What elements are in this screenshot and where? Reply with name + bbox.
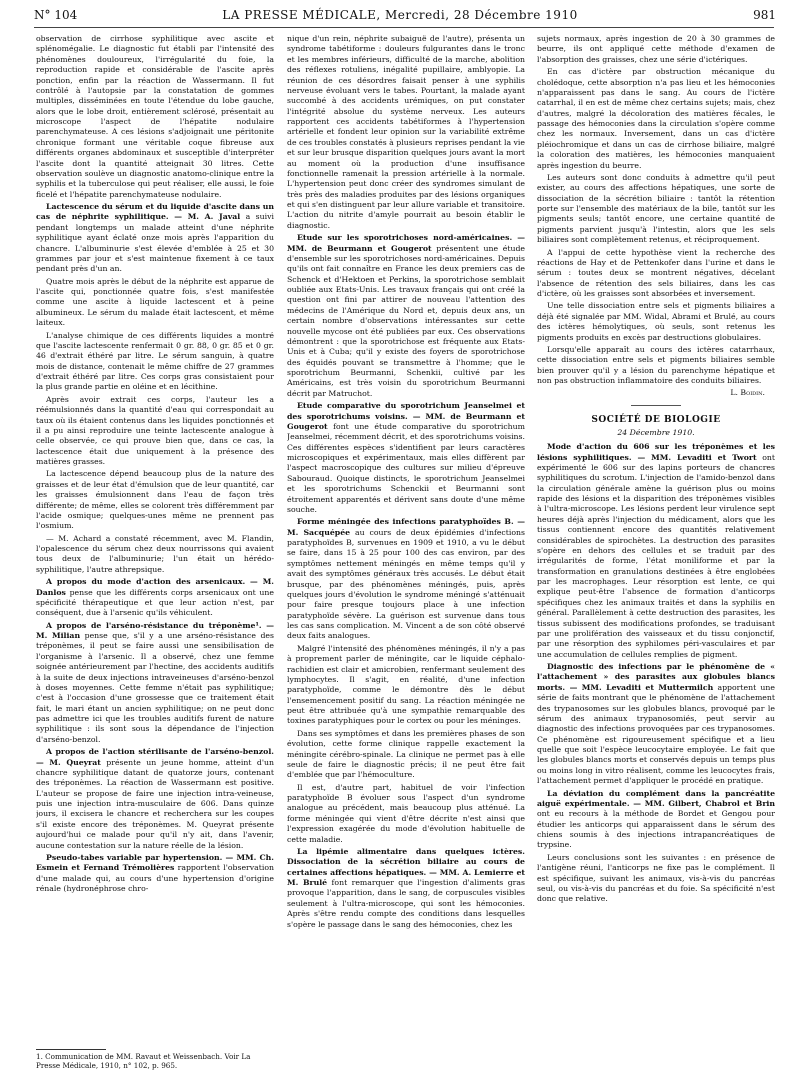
- paragraph-text: A l'appui de cette hypothèse vient la recherche des réactions de Hay et de Pettenkofer dans l'urine et dans le sérum : toutes deux se montrent négatives, décelant l'absence de rétention des sels biliaires, dans les cas d'ictère, où les graisses sont absorbées et inversement.: [537, 247, 775, 298]
- paragraph: [537, 345, 775, 387]
- paragraph: [287, 233, 525, 399]
- paragraph: [36, 534, 274, 576]
- column-3-part-b: [537, 442, 775, 905]
- paragraph-heading: Etude comparative du sporotrichum Jeanselmei et des sporotrichums voisins. — MM. de Beurmann et Gougerot: [287, 401, 525, 431]
- paragraph-text: a suivi pendant longtemps un malade atteint d'une néphrite syphilitique ayant éclaté onze mois après l'apparition du chancre. L'albuminurie s'est élevée d'emblée à 25 et 30 grammes par jour et s'est maintenue fixement à ce taux pendant près d'un an.: [36, 212, 274, 274]
- paragraph-heading: Forme méningée des infections paratyphoïdes B. — M. Sacquépée: [287, 517, 525, 537]
- column-3: [537, 34, 775, 1079]
- paragraph-text: La lactescence dépend beaucoup plus de la nature des graisses et de leur état d'émulsion que de leur quantité, car les graisses émulsionnent dans l'eau de façon très différente; de même, elles se colorent très différemment par l'acide osmique; quelques-unes même ne prennent pas l'osmium.: [36, 469, 274, 531]
- page-number-left: N° 104: [34, 8, 78, 22]
- paragraph-text: pense que, s'il y a une arséno-résistance des tréponèmes, il peut se faire aussi une sensibilisation de l'organisme à l'arsenic. Il a observé, chez une femme soignée antérieurement par l'hectine, des accidents auditifs à la suite de deux injections intraveineuses d'arséno-benzol à doses moyennes. Cette femme n'était pas syphilitique; c'est à l'occasion d'une grossesse que ce traitement était fait, le mari étant un ancien syphilitique; on ne peut donc pas admettre ici que les troubles auditifs furent de nature syphilitique : ils sont sous la dépendance de l'injection d'arséno-benzol.: [36, 631, 274, 744]
- paragraph-text: sujets normaux, après ingestion de 20 à 30 grammes de beurre, ils ont appliqué cette méthode d'examen de l'absorption des graisses, chez une série d'ictériques.: [537, 34, 775, 64]
- paragraph: [537, 442, 775, 660]
- paragraph-heading: Pseudo-tabes variable par hypertension. — MM. Ch. Esmein et Fernand Trémolières: [36, 852, 274, 873]
- page-header: [0, 4, 800, 26]
- column-3-part-a: [537, 34, 775, 386]
- signature: L. Boidin.: [730, 388, 765, 398]
- paragraph: [537, 662, 775, 787]
- paragraph-text: présente un jeune homme, atteint d'un chancre syphilitique datant de quatorze jours, contenant des tréponèmes. La réaction de Wassermann est positive. L'auteur se propose de faire une injection intra-veineuse, puis une injection intra-musculaire de 606. Dans quinze jours, il excisera le chancre et recherchera sur les coupes s'il existe encore des tréponèmes. M. Queyrat présente aujourd'hui ce malade pour qu'il n'y ait, dans l'avenir, aucune contestation sur la nature réelle de la lésion.: [36, 757, 274, 850]
- paragraph: [537, 67, 775, 171]
- paragraph: [537, 789, 775, 851]
- paragraph: [36, 747, 274, 851]
- header-rule: [34, 27, 774, 28]
- paragraph: [537, 248, 775, 300]
- paragraph-heading: Mode d'action du 606 sur les tréponèmes et les lésions syphilitiques. — MM. Levaditi et Twort: [537, 442, 775, 462]
- paragraph: [36, 331, 274, 393]
- paragraph-text: observation de cirrhose syphilitique avec ascite et splénomégalie. Le diagnostic fut établi par l'intensité des phénomènes douloureux, l'irrégularité du foie, la reproduction rapide et considérable de l'ascite après ponction, enfin par la réaction de Wassermann. Il fut contrôlé à l'autopsie par la constatation de gommes multiples, disséminées en toute l'étendue du lobe gauche, alors que le lobe droit, entièrement sclérosé, présentait au microscope l'aspect de l'hépatite nodulaire parenchymateuse. A ces lésions s'adjoignait une péritonite chronique formant une véritable coque fibreuse aux différents organes abdominaux et susceptible d'interpréter l'ascite dont la quantité atteignait 30 litres. Cette observation soulève un diagnostic anatomo-clinique entre la syphilis et la tuberculose qui peut réaliser, elle aussi, le foie ficelé et l'hépatite parenchymateuse nodulaire.: [36, 34, 274, 199]
- paragraph: [287, 517, 525, 642]
- paragraph: [537, 301, 775, 343]
- paragraph: [36, 395, 274, 468]
- paragraph: [287, 729, 525, 781]
- column-2: [287, 34, 525, 1079]
- paragraph-text: Une telle dissociation entre sels et pigments biliaires a déjà été signalée par MM. Widal, Abrami et Brulé, au cours des ictères hémolytiques, où seuls, sont retenus les pigments produits en excès par destructions globulaires.: [537, 301, 775, 342]
- paragraph-text: font une étude comparative du sporotrichum Jeanselmei, récemment décrit, et des sporotrichums voisins. Ces différentes espèces s'identifient par leurs caractères microscopiques et expérimentaux, mais elles diffèrent par l'aspect macroscopique des cultures sur milieu d'épreuve Sabouraud. Quoique distincts, le sporotrichum Jeanselmei et les sporotrichums Schenckii et Beurmanni sont étroitement apparentés et dérivent sans doute d'une même souche.: [287, 421, 525, 514]
- paragraph: [287, 783, 525, 845]
- paragraph-heading: La déviation du complément dans la pancréatite aiguë expérimentale. — MM. Gilbert, Chabrol et Brin: [537, 788, 775, 808]
- paragraph: [36, 34, 274, 200]
- paragraph-text: Lorsqu'elle apparaît au cours des ictères catarrhaux, cette dissociation entre sels et pigments biliaires semble bien prouver qu'il y a lésion du parenchyme hépatique et non pas obstruction inflammatoire des conduits biliaires.: [537, 344, 775, 385]
- paragraph-text: Quatre mois après le début de la néphrite est apparue de l'ascite qui, ponctionnée quatre fois, s'est manifestée comme une ascite à liquide lactescent et à peine albumineux. Le sérum du malade était lactescent, et même laiteux.: [36, 276, 274, 328]
- paragraph: [36, 469, 274, 531]
- paragraph-text: Leurs conclusions sont les suivantes : en présence de l'antigène réuni, l'anticorps ne fixe pas le complément. Il est spécifique, suivant les animaux, vis-à-vis du pancréas seul, ou vis-à-vis du pancréas et du foie. Sa spécificité n'est donc que relative.: [537, 852, 775, 904]
- paragraph-heading: A propos de l'arséno-résistance du tréponème¹. — M. Milian: [36, 620, 274, 640]
- paragraph-text: Il est, d'autre part, habituel de voir l'infection paratyphoïde B évoluer sous l'aspect d'un syndrome analogue au précédent, mais beaucoup plus atténué. La forme méningée qui vient d'être décrite n'est ainsi que l'expression exagérée du mode d'évolution habituelle de cette maladie.: [287, 782, 525, 844]
- column-1: [36, 34, 274, 1046]
- paragraph-text: font remarquer que l'ingestion d'aliments gras provoque l'apparition, dans le sang, de corpuscules visibles seulement à l'ultra-microscope, qui sont les hémoconies. Après s'être rendu compte des conditions dans lesquelles s'opère le passage dans le sang des hémoconies, chez les: [287, 878, 525, 929]
- paragraph-text: Après avoir extrait ces corps, l'auteur les a réémulsionnés dans la quantité d'eau qui correspondait au taux où ils étaient contenus dans les liquides ponctionnés et il a pu ainsi reproduire une teinte lactescente analogue à celle observée, ce qui prouve bien que, dans ce cas, la lactescence était due uniquement à la présence des matières grasses.: [36, 394, 274, 466]
- paragraph-heading: Etude sur les sporotrichoses nord-américaines. — MM. de Beurmann et Gougerot: [287, 233, 525, 253]
- paragraph: [287, 847, 525, 930]
- paragraph: [287, 644, 525, 727]
- paragraph-text: L'analyse chimique de ces différents liquides a montré que l'ascite lactescente renfermait 0 gr. 88, 0 gr. 85 et 0 gr. 46 d'extrait éthéré par litre. Le sérum sanguin, à quatre mois de distance, contenait le même chiffre de 27 grammes d'extrait éthéré par litre. Ces corps gras consistaient pour la plus grande partie en oléine et en lécithine.: [36, 330, 274, 392]
- paragraph: [36, 277, 274, 329]
- paragraph-text: Malgré l'intensité des phénomènes méningés, il n'y a pas à proprement parler de méningite, car le liquide céphalo-rachidien est clair et amicrobien, renfermant seulement des lymphocytes. Il s'agit, en réalité, d'une infection paratyphoïde, comme le démontre dès le début l'ensemencement positif du sang. La réaction méningée ne peut être attribuée qu'à une sympathie remarquable des toxines paratyphiques pour le cortex ou pour les méninges.: [287, 643, 525, 726]
- page-number-right: 981: [753, 8, 776, 22]
- paragraph: [537, 853, 775, 905]
- paragraph-text: Dans ses symptômes et dans les premières phases de son évolution, cette forme clinique rappelle exactement la méningite cérébro-spinale. La clinique ne permet pas à elle seule de faire le diagnostic précis; il ne peut être fait d'emblée que par l'hémoculture.: [287, 728, 525, 780]
- paragraph-text: nique d'un rein, néphrite subaiguë de l'autre), présenta un syndrome tabétiforme : douleurs fulgurantes dans le tronc et les membres inférieurs, difficulté de la marche, abolition des réflexes rotuliens, inégalité pupillaire, amblyopie. La réunion de ces désordres faisait penser à une syphilis nerveuse évoluant vers le tabes. Pourtant, la malade ayant succombé à des accidents urémiques, on put constater l'intégrité absolue du système nerveux. Les auteurs rapportent ces accidents tabétiformes à l'hypertension artérielle et fondent leur opinion sur la variabilité extrême de ces troubles constatés à plusieurs reprises pendant la vie et sur leur brusque disparition quelques jours avant la mort au moment où la production d'une insuffisance fonctionnelle ramenait la pression artérielle à la normale. L'hypertension peut donc créer des syndromes simulant de très près des maladies produites par des lésions organiques et qui s'en distinguent par leur allure variable et transitoire. L'action du nitrite d'amyle pourrait au besoin établir le diagnostic.: [287, 34, 525, 230]
- paragraph: [36, 202, 274, 275]
- paragraph-heading: A propos de l'action stérilisante de l'arséno-benzol. — M. Queyrat: [36, 747, 274, 767]
- section-divider: [631, 405, 681, 406]
- paragraph: [537, 173, 775, 246]
- paragraph-text: En cas d'ictère par obstruction mécanique du cholédoque, cette absorption n'a pas lieu et les hémoconies n'apparaissent pas dans le sang. Au cours de l'ictère catarrhal, il en est de même chez certains sujets; mais, chez d'autres, malgré la décoloration des matières fécales, le passage des hémoconies dans la circulation s'opère comme chez les normaux. Inversement, dans un cas d'ictère pléiochromique et dans un cas de cirrhose biliaire, malgré la coloration des matières, les hémoconies manquaient après ingestion du beurre.: [537, 67, 775, 170]
- paragraph-heading: La lipémie alimentaire dans quelques ictères. Dissociation de la sécrétion biliaire au cours de certaines affections hépatiques. — MM. A. Lemierre et M. Brulé: [287, 846, 525, 887]
- paragraph-text: au cours de deux épidémies d'infections paratyphoïdes B, survenues en 1909 et 1910, a vu le début se faire, dans 15 à 25 pour 100 des cas environ, par des symptômes nettement méningés en même temps qu'il y avait des symptômes généraux très accusés. Le début était brusque, par des phénomènes méningés, puis, après quelques jours d'évolution le syndrome méningé s'atténuait pour faire presque toujours place à une infection paratyphoïde sévère. La guérison est survenue dans tous les cas sans complication. M. Vincent a de son côté observé deux faits analogues.: [287, 527, 525, 641]
- paragraph-heading: A propos du mode d'action des arsenicaux. — M. Danlos: [36, 577, 274, 597]
- session-date: 24 Décembre 1910.: [617, 427, 695, 437]
- paragraph-text: rapportent l'observation d'une malade qui, au cours d'une hypertension d'origine rénale (hydronéphrose chro-: [36, 863, 274, 893]
- society-heading: SOCIÉTÉ DE BIOLOGIE: [591, 414, 721, 425]
- paragraph: [287, 34, 525, 231]
- paragraph-heading: Lactescence du sérum et du liquide d'ascite dans un cas de néphrite syphilitique. — M. A. Javal: [36, 202, 274, 222]
- footnote-rule: [36, 1049, 106, 1050]
- paragraph-text: ont eu recours à la méthode de Bordet et Gengou pour étudier les anticorps qui apparaissent dans le sérum des chiens soumis à des injections intrapancréatiques de trypsine.: [537, 809, 775, 850]
- footnote: 1. Communication de MM. Ravaut et Weissenbach. Voir La Presse Médicale, 1910, n° 102, p. 965.: [36, 1052, 251, 1071]
- journal-title: LA PRESSE MÉDICALE, Mercredi, 28 Décembre 1910: [222, 8, 578, 22]
- paragraph-heading: Diagnostic des infections par le phénomène de « l'attachement » des parasites aux globules blancs morts. — MM. Levaditi et Muttermilch: [537, 662, 775, 692]
- paragraph-text: apportent une série de faits montrant que le phénomène de l'attachement des trypanosomes sur les globules blancs, provoqué par le sérum des animaux trypanosomiés, peut servir au diagnostic des infections provoquées par ces trypanosomes. Ce phénomène est rigoureusement spécifique et a lieu quelle que soit l'espèce leucocytaire employée. Le fait que les globules blancs morts et conservés depuis un temps plus ou moins long in vitro réalisent, comme les leucocytes frais, l'attachement permet d'appliquer le procédé en pratique.: [537, 682, 775, 786]
- paragraph: [36, 853, 274, 895]
- paragraph: [36, 577, 274, 619]
- paragraph-text: — M. Achard a constaté récemment, avec M. Flandin, l'opalescence du sérum chez deux nourrissons qui avaient tous deux de l'albuminurie; l'un était un hérédo-syphilitique, l'autre athrepsique.: [36, 533, 274, 574]
- paragraph-text: pense que les différents corps arsenicaux ont une spécificité thérapeutique et que leur action n'est, par conséquent, due à l'arsenic qu'ils véhiculent.: [36, 587, 274, 618]
- paragraph: [537, 34, 775, 65]
- paragraph-text: présentent une étude d'ensemble sur les sporotrichoses nord-américaines. Depuis qu'ils ont fait connaître en France les deux premiers cas de Schenck et d'Hektoen et Perkins, la sporotrichose semblait oubliée aux Etats-Unis. Les travaux français qui ont créé la question ont fini par attirer de nouveau l'attention des médecins de l'Amérique du Nord et, depuis deux ans, un certain nombre d'observations intéressantes sur cette nouvelle mycose ont été publiées par eux. Ces observations démontrent : que la sporotrichose est fréquente aux Etats-Unis et à Cuba; qu'il y existe des foyers de sporotrichose des équidés pouvant se transmettre à l'homme; que le sporotrichum Beurmanni, Schenkii, cultivé par les Américains, est très voisin du sporotrichum Beurmanni décrit par Matruchot.: [287, 243, 525, 398]
- paragraph: [287, 401, 525, 515]
- paragraph-text: Les auteurs sont donc conduits à admettre qu'il peut exister, au cours des affections hépatiques, une sorte de dissociation de la sécrétion biliaire : tantôt la rétention porte sur l'ensemble des matériaux de la bile, tantôt sur les pigments seuls; tantôt encore, une certaine quantité de pigments parvient jusqu'à l'intestin, alors que les sels biliaires sont complètement retenus, et réciproquement.: [537, 172, 775, 245]
- paragraph-text: ont expérimenté le 606 sur des lapins porteurs de chancres syphilitiques du scrotum. L'injection de l'amido-benzol dans la circulation générale amène la guérison plus ou moins rapide des lésions et la disparition des tréponèmes visibles à l'ultra-microscope. Les lésions perdent leur virulence sept heures déjà après l'injection du médicament, alors que les tissus contiennent encore des quantités relativement considérables de spirochètes. La destruction des parasites s'opère en dehors des cellules et se traduit par des irrégularités de forme, l'état moniliforme et par la transformation en granulations destinées à être englobées par les macrophages. Leur résorption est lente, ce qui explique peut-être l'absence de formation d'anticorps spécifiques chez les animaux traités et dans la syphilis en général. Parallèlement à cette destruction des parasites, les tissus subissent des modifications profondes, se traduisant par une prolifération des vaisseaux et du tissu conjonctif, par une résorption des syphilomes péri-vasculaires et par une accumulation de cellules remplies de pigment.: [537, 452, 775, 659]
- paragraph: [36, 621, 274, 746]
